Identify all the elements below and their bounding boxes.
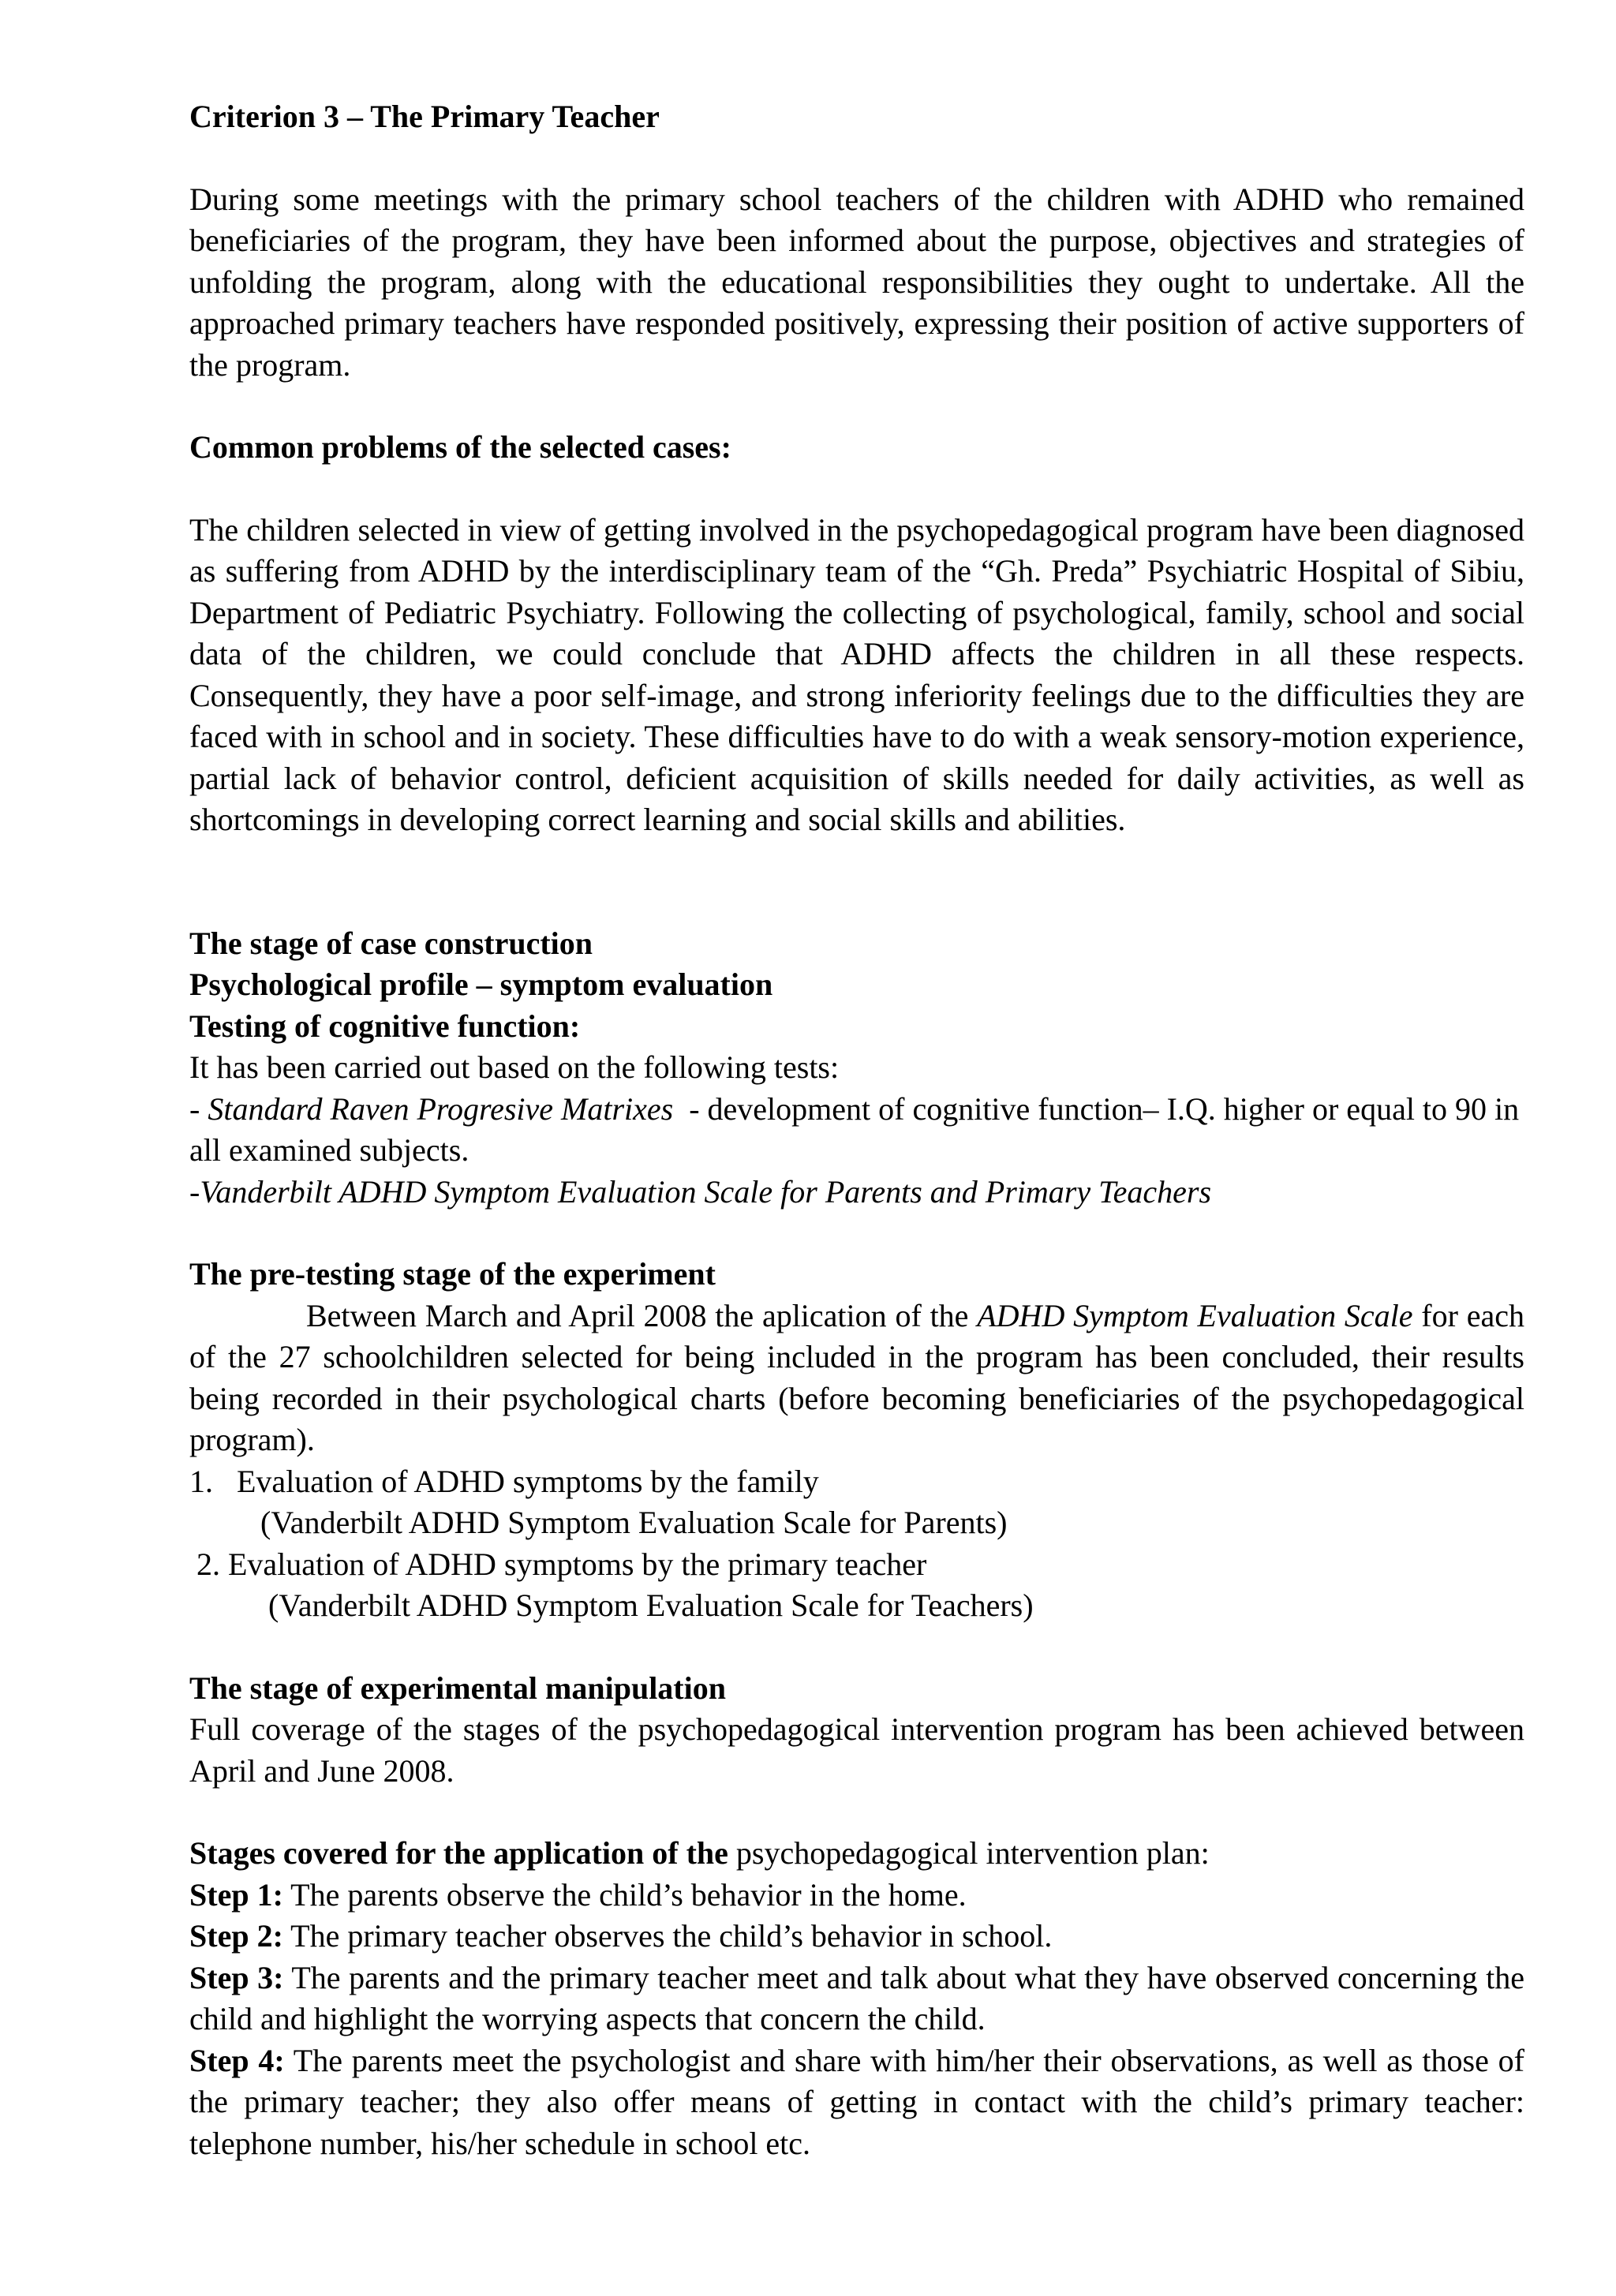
pretesting-text-b: for each of the 27 schoolchildren selected for being included in the program has been concluded, their results being recorded in their psychological charts (before becoming beneficiaries of the psychopedagogical program). [189,1297,1524,1457]
list-item-family-evaluation: 1. Evaluation of ADHD symptoms by the family [189,1463,819,1499]
step-label: Step 4: [189,2042,285,2078]
list-item-teacher-evaluation: 2. Evaluation of ADHD symptoms by the primary teacher [196,1546,927,1582]
list-subitem-teachers-scale: (Vanderbilt ADHD Symptom Evaluation Scale for Teachers) [268,1587,1034,1623]
case-construction-heading: The stage of case construction [189,925,593,961]
criterion-heading: Criterion 3 – The Primary Teacher [189,99,660,134]
spacer [189,1213,1524,1254]
step-label: Step 1: [189,1876,283,1913]
step-label: Step 2: [189,1918,283,1954]
pretesting-scale-name: ADHD Symptom Evaluation Scale [977,1297,1413,1333]
step-item [189,2040,1524,2165]
spacer [189,1627,1524,1668]
step-text: The parents and the primary teacher meet and talk about what they have observed concerning the child and highlight the worrying aspects that concern the child. [189,1959,1524,2036]
test-vanderbilt [189,1172,1524,1213]
step-item [189,1958,1524,2040]
document-page [189,96,1528,2164]
common-problems-paragraph: The children selected in view of getting involved in the psychopedagogical program have been diagnosed as suffering from ADHD by the interdisciplinary team of the “Gh. Preda” Psychiatric Hospital of Sibiu, Department of Pediatric Psychiatry. Following the collecting of psychological, family, school and social data of the children, we could conclude that ADHD affects the children in all these respects. Consequently, they have a poor self-image, and strong inferiority feelings due to the difficulties they are faced with in school and in society. These difficulties have to do with a weak sensory-motion experience, partial lack of behavior control, deficient acquisition of skills needed for daily activities, as well as shortcomings in developing correct learning and social skills and abilities. [189,511,1524,837]
test-vanderbilt-prefix: - [189,1173,200,1210]
test-raven-description: - development of cognitive function– I.Q. higher or equal to 90 in all examined subjects. [189,1090,1528,1168]
spacer [189,386,1524,427]
manipulation-heading: The stage of experimental manipulation [189,1670,726,1706]
step-text: The primary teacher observes the child’s behavior in school. [282,1918,1053,1954]
test-raven-name: Standard Raven Progresive Matrixes [208,1090,674,1127]
spacer [189,469,1524,510]
step-item [189,1916,1524,1958]
stages-heading [189,1833,1524,1875]
test-vanderbilt-name: Vanderbilt ADHD Symptom Evaluation Scale for Parents and Primary Teachers [200,1173,1212,1210]
step-item [189,1875,1524,1916]
stages-heading-bold: Stages covered for the application of the [189,1835,728,1871]
spacer [189,138,1524,179]
step-text: The parents meet the psychologist and share with him/her their observations, as well as those of the primary teacher; they also offer means of getting in contact with the child’s primary teacher: telephone number, his/her schedule in school etc. [189,2042,1524,2161]
pretesting-text-a: Between March and April 2008 the aplication of the [306,1297,978,1333]
spacer [189,1792,1524,1833]
criterion-paragraph: During some meetings with the primary school teachers of the children with ADHD who remained beneficiaries of the program, they have been informed about the purpose, objectives and strategies of unfolding the program, along with the educational responsibilities they ought to undertake. All the approached primary teachers have responded positively, expressing their position of active supporters of the program. [189,181,1524,383]
manipulation-paragraph: Full coverage of the stages of the psychopedagogical intervention program has been achieved between April and June 2008. [189,1711,1524,1789]
tests-intro: It has been carried out based on the following tests: [189,1049,840,1085]
spacer [189,841,1524,923]
common-problems-heading: Common problems of the selected cases: [189,429,731,465]
pretesting-paragraph [189,1296,1524,1461]
stages-heading-rest: psychopedagogical intervention plan: [728,1835,1210,1871]
test-raven-prefix: - [189,1090,208,1127]
cognitive-testing-heading: Testing of cognitive function: [189,1008,581,1044]
step-text: The parents observe the child’s behavior in the home. [282,1876,967,1913]
psychological-profile-heading: Psychological profile – symptom evaluation [189,967,773,1002]
pretesting-heading: The pre-testing stage of the experiment [189,1256,716,1292]
step-label: Step 3: [189,1959,284,1995]
list-subitem-parents-scale: (Vanderbilt ADHD Symptom Evaluation Scale for Parents) [260,1505,1008,1540]
test-raven [189,1089,1528,1172]
